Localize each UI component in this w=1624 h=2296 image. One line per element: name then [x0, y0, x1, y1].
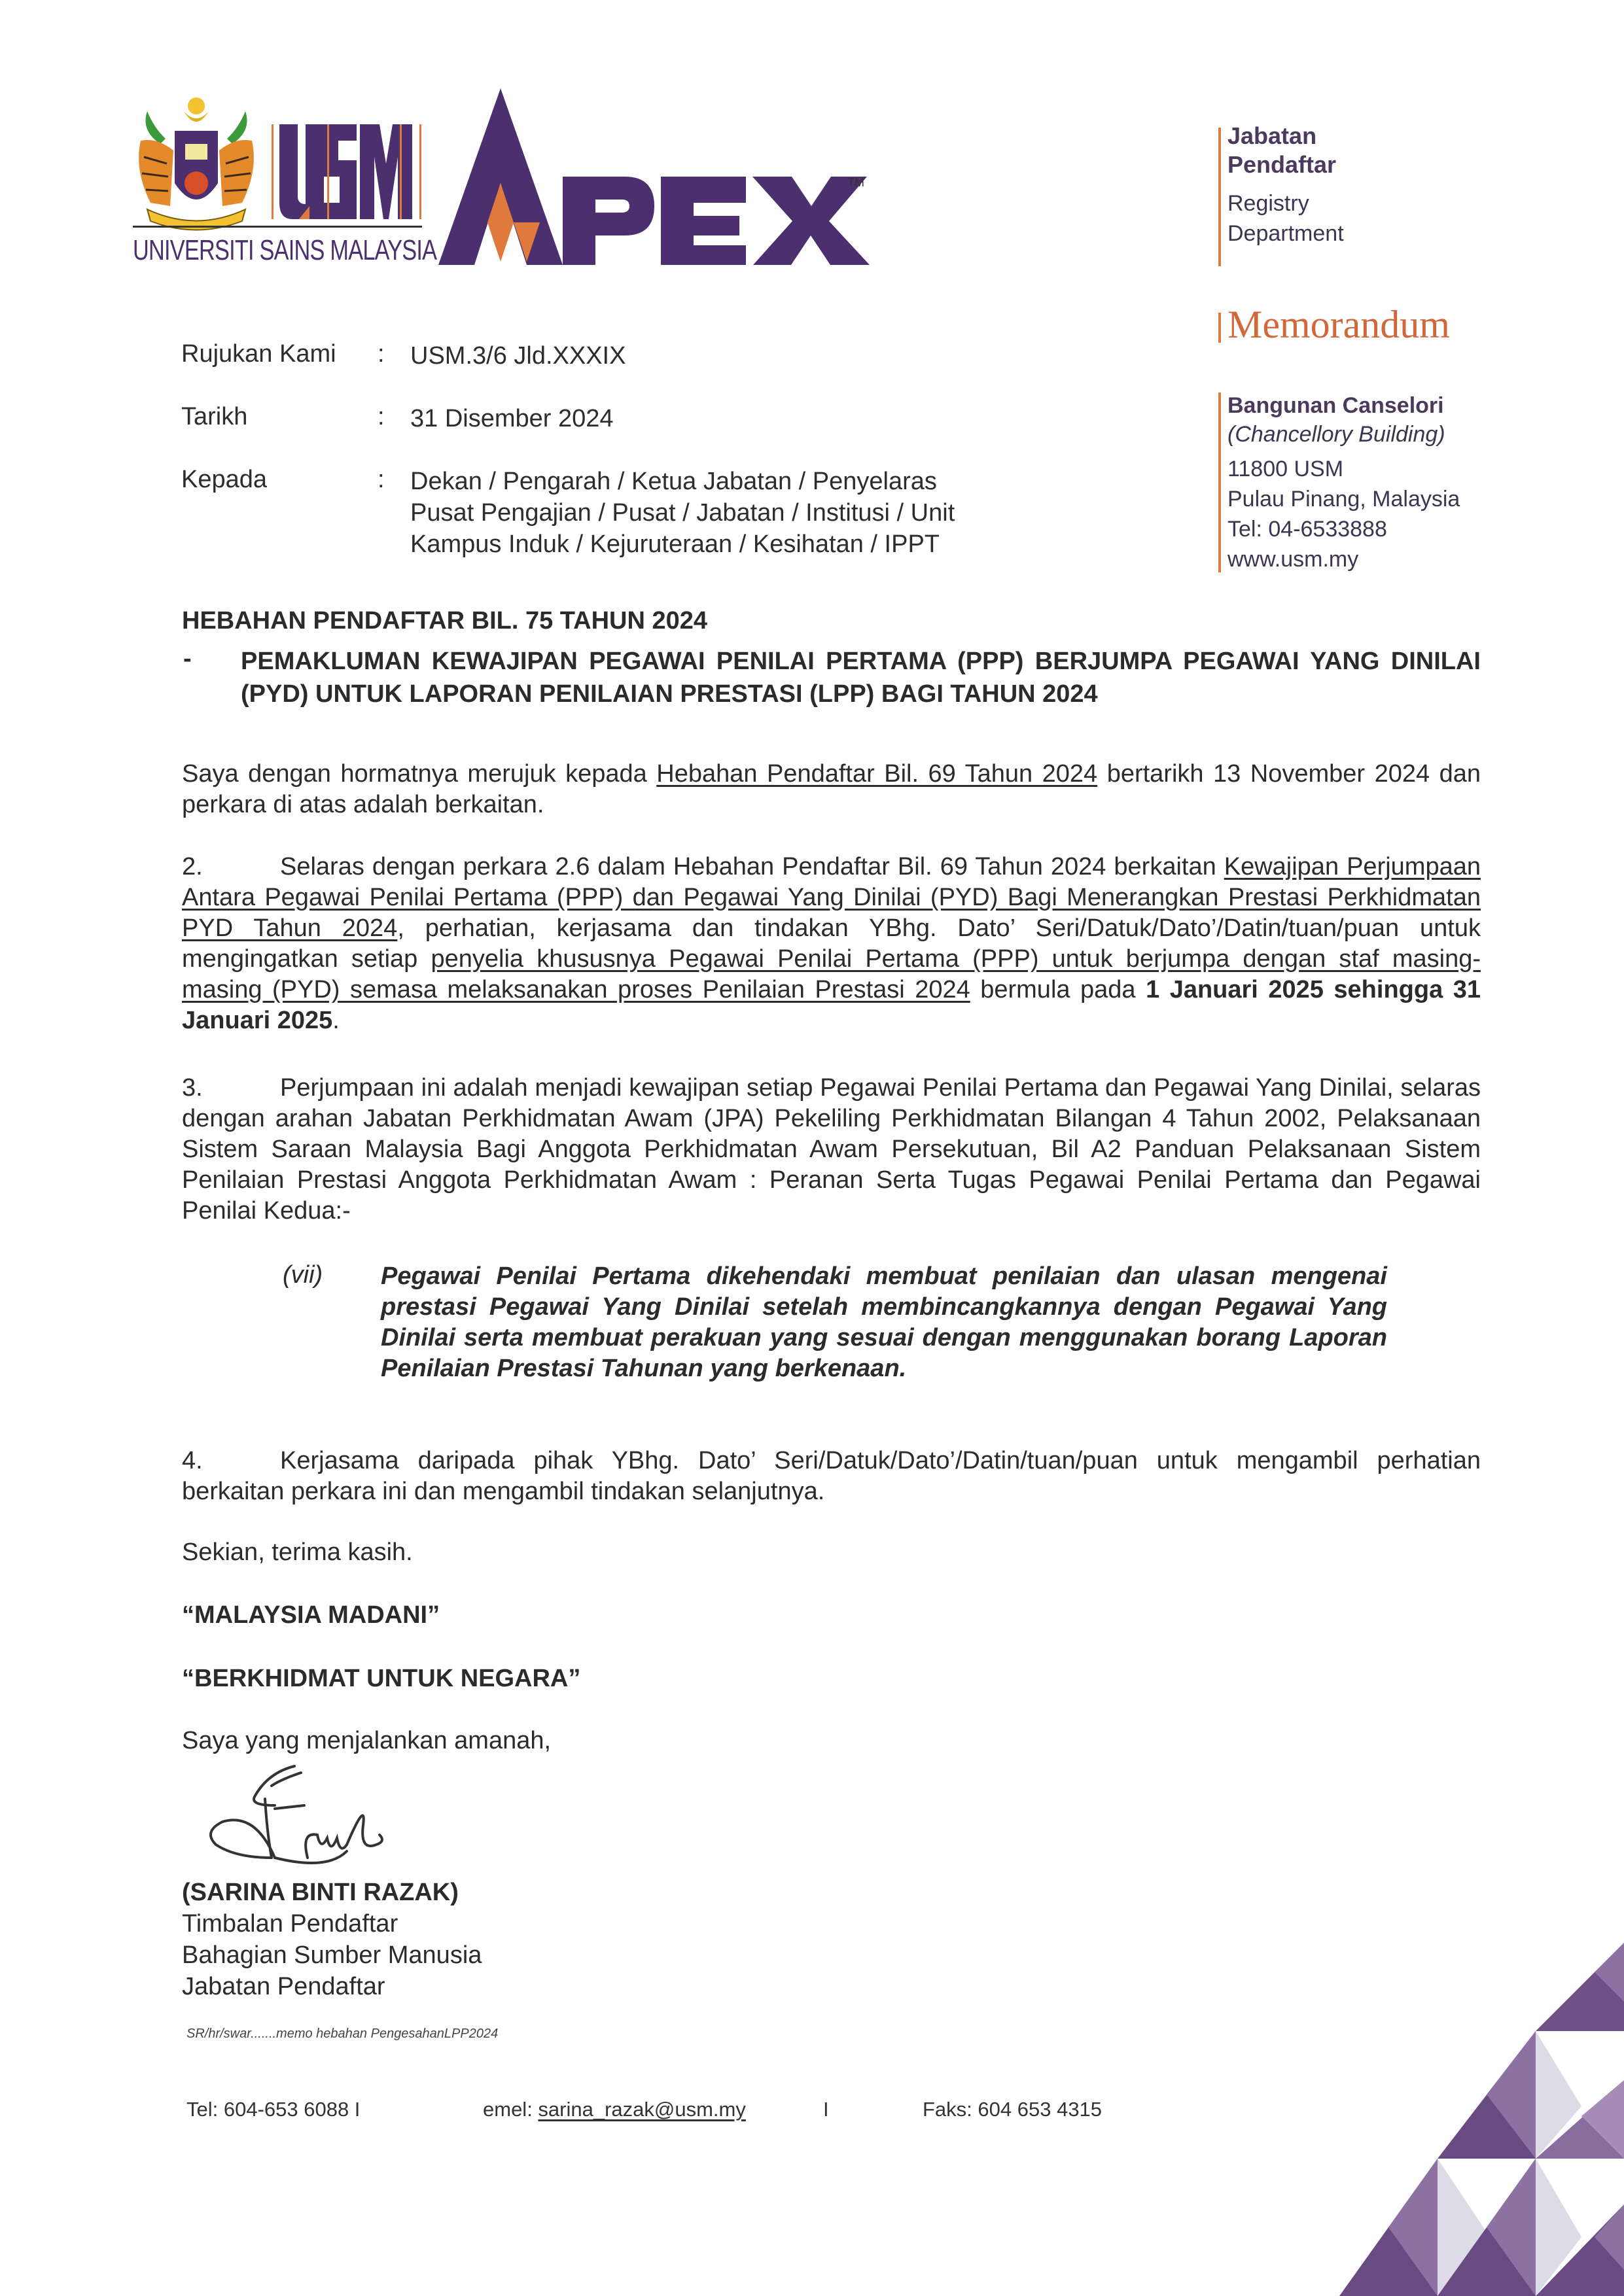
slogan-berkhidmat: “BERKHIDMAT UNTUK NEGARA”: [182, 1665, 581, 1692]
paragraph-text: Kerjasama daripada pihak YBhg. Dato’ Seri/Datuk/Dato’/Datin/tuan/puan untuk mengambil perhatian berkaitan perkara ini dan mengambil tindakan selanjutnya.: [182, 1447, 1481, 1505]
paragraph-text: Perjumpaan ini adalah menjadi kewajipan setiap Pegawai Penilai Pertama dan Pegawai Yang Dinilai, selaras dengan arahan Jabatan Perkhidmatan Awam (JPA) Pekeliling Perkhidmatan Bilangan 4 Tahun 2002, Pelaksanaan Sistem Saraan Malaysia Bagi Anggota Perkhidmatan Awam Persekutuan, Bil A2 Panduan Pelaksanaan Sistem Penilaian Prestasi Anggota Perkhidmatan Awam : Peranan Serta Tugas Pegawai Penilai Pertama dan Pegawai Penilai Kedua:-: [182, 1074, 1481, 1225]
department-block: [1227, 122, 1344, 249]
subject-heading: PEMAKLUMAN KEWAJIPAN PEGAWAI PENILAI PERTAMA (PPP) BERJUMPA PEGAWAI YANG DINILAI (PYD) UNTUK LAPORAN PENILAIAN PRESTASI (LPP) BAGI TAHUN 2024: [241, 648, 1481, 708]
underlined-text: Kewajipan Perjumpaan Antara Pegawai Penilai Pertama (PPP) dan Pegawai Yang Dinilai (PYD) Bagi Menerangkan Prestasi Perkhidmatan PYD Tahun 2024: [182, 853, 1481, 942]
building-name: Bangunan Canselori: [1227, 393, 1444, 418]
paragraph-number: 2.: [182, 853, 203, 880]
signatory-division: Bahagian Sumber Manusia: [182, 1941, 482, 1969]
signatory-title: Timbalan Pendaftar: [182, 1910, 398, 1938]
department-name-line2: Pendaftar: [1227, 151, 1337, 178]
decorative-triangle-pattern: [1241, 1943, 1624, 2296]
quoted-guideline: Pegawai Penilai Pertama dikehendaki membuat penilaian dan ulasan mengenai prestasi Pegawai Yang Dinilai setelah membincangkannya dengan Pegawai Yang Dinilai serta membuat perakuan yang sesuai dengan menggunakan borang Laporan Penilaian Prestasi Tahunan yang berkenaan.: [381, 1262, 1387, 1382]
underlined-text: penyelia khususnya Pegawai Penilai Pertama (PPP) untuk berjumpa dengan staf masing-masing (PYD) semasa melaksanakan proses Penilaian Prestasi 2024: [182, 945, 1481, 1003]
trademark-symbol: TM: [847, 176, 864, 189]
announcement-number: HEBAHAN PENDAFTAR BIL. 75 TAHUN 2024: [182, 607, 708, 635]
department-en-line1: Registry: [1227, 191, 1309, 216]
date-row: [181, 403, 614, 434]
paragraph-text: , perhatian, kerjasama dan tindakan YBhg. Dato’ Seri/Datuk/Dato’/Datin/tuan/puan untuk mengingatkan setiap: [182, 914, 1481, 973]
footer-fax: Faks: 604 653 4315: [923, 2098, 1103, 2121]
paragraph-text: bertarikh 13 November 2024 dan perkara di atas adalah berkaitan.: [182, 760, 1481, 818]
website-link[interactable]: www.usm.my: [1227, 547, 1359, 572]
department-accent-bar: [1218, 128, 1221, 266]
signature: [196, 1760, 471, 1897]
date-range-highlight: 1 Januari 2025 sehingga 31 Januari 2025: [182, 976, 1481, 1034]
state: Pulau Pinang, Malaysia: [1227, 487, 1460, 512]
building-name-en: (Chancellory Building): [1227, 422, 1445, 447]
logo-divider: [133, 226, 422, 228]
recipient-line: Pusat Pengajian / Pusat / Jabatan / Institusi / Unit: [410, 499, 955, 527]
signatory-department: Jabatan Pendaftar: [182, 1973, 385, 2000]
colon: :: [378, 340, 385, 368]
reference-row: [181, 340, 626, 372]
university-name: UNIVERSITI SAINS MALAYSIA: [133, 234, 437, 266]
slogan-malaysia-madani: “MALAYSIA MADANI”: [182, 1601, 440, 1629]
reference-label: Rujukan Kami: [181, 340, 336, 368]
paragraph-number: 4.: [182, 1447, 203, 1474]
memo-accent-bar: [1218, 313, 1221, 343]
internal-reference-code: SR/hr/swar.......memo hebahan PengesahanLPP2024: [186, 2026, 499, 2041]
recipient-row: [181, 466, 955, 560]
department-name-line1: Jabatan: [1227, 122, 1317, 149]
recipient-lines: [410, 466, 955, 560]
quote-item-number: (vii): [283, 1261, 323, 1289]
subject-dash: -: [183, 645, 192, 672]
address-block: [1227, 391, 1460, 574]
paragraph-3: [182, 1073, 1481, 1226]
paragraph-text: .: [332, 1007, 340, 1034]
recipient-line: Kampus Induk / Kejuruteraan / Kesihatan / IPPT: [410, 531, 940, 558]
paragraph-text: Saya dengan hormatnya merujuk kepada: [182, 760, 657, 788]
date-value: 31 Disember 2024: [410, 405, 614, 432]
paragraph-1: [182, 759, 1481, 820]
referenced-announcement-link: Hebahan Pendaftar Bil. 69 Tahun 2024: [656, 760, 1098, 788]
footer-separator: I: [823, 2098, 829, 2121]
signatory-name: (SARINA BINTI RAZAK): [182, 1879, 459, 1906]
address-accent-bar: [1218, 392, 1221, 572]
paragraph-4: [182, 1446, 1481, 1507]
footer-telephone: Tel: 604-653 6088 I: [186, 2098, 361, 2121]
footer-email-link[interactable]: sarina_razak@usm.my: [538, 2098, 746, 2121]
paragraph-number: 3.: [182, 1074, 203, 1102]
usm-wordmark-logo: [272, 121, 422, 232]
colon: :: [378, 466, 385, 493]
memo-title: Memorandum: [1227, 303, 1450, 346]
department-en-line2: Department: [1227, 221, 1344, 246]
usm-crest-logo: [134, 92, 258, 232]
paragraph-text: bermula pada: [970, 976, 1146, 1003]
date-label: Tarikh: [181, 403, 248, 430]
footer-email-label: emel:: [483, 2098, 538, 2121]
postcode: 11800 USM: [1227, 457, 1344, 481]
recipient-line: Dekan / Pengarah / Ketua Jabatan / Penyelaras: [410, 468, 937, 495]
trust-statement: Saya yang menjalankan amanah,: [182, 1727, 552, 1754]
apex-logo: [438, 88, 870, 271]
closing-thanks: Sekian, terima kasih.: [182, 1539, 413, 1566]
telephone: Tel: 04-6533888: [1227, 517, 1387, 542]
paragraph-2: [182, 852, 1481, 1036]
paragraph-text: Selaras dengan perkara 2.6 dalam Hebahan Pendaftar Bil. 69 Tahun 2024 berkaitan: [280, 853, 1224, 880]
recipient-label: Kepada: [181, 466, 268, 493]
footer-email-block: [483, 2098, 746, 2121]
reference-value: USM.3/6 Jld.XXXIX: [410, 342, 626, 370]
colon: :: [378, 403, 385, 430]
